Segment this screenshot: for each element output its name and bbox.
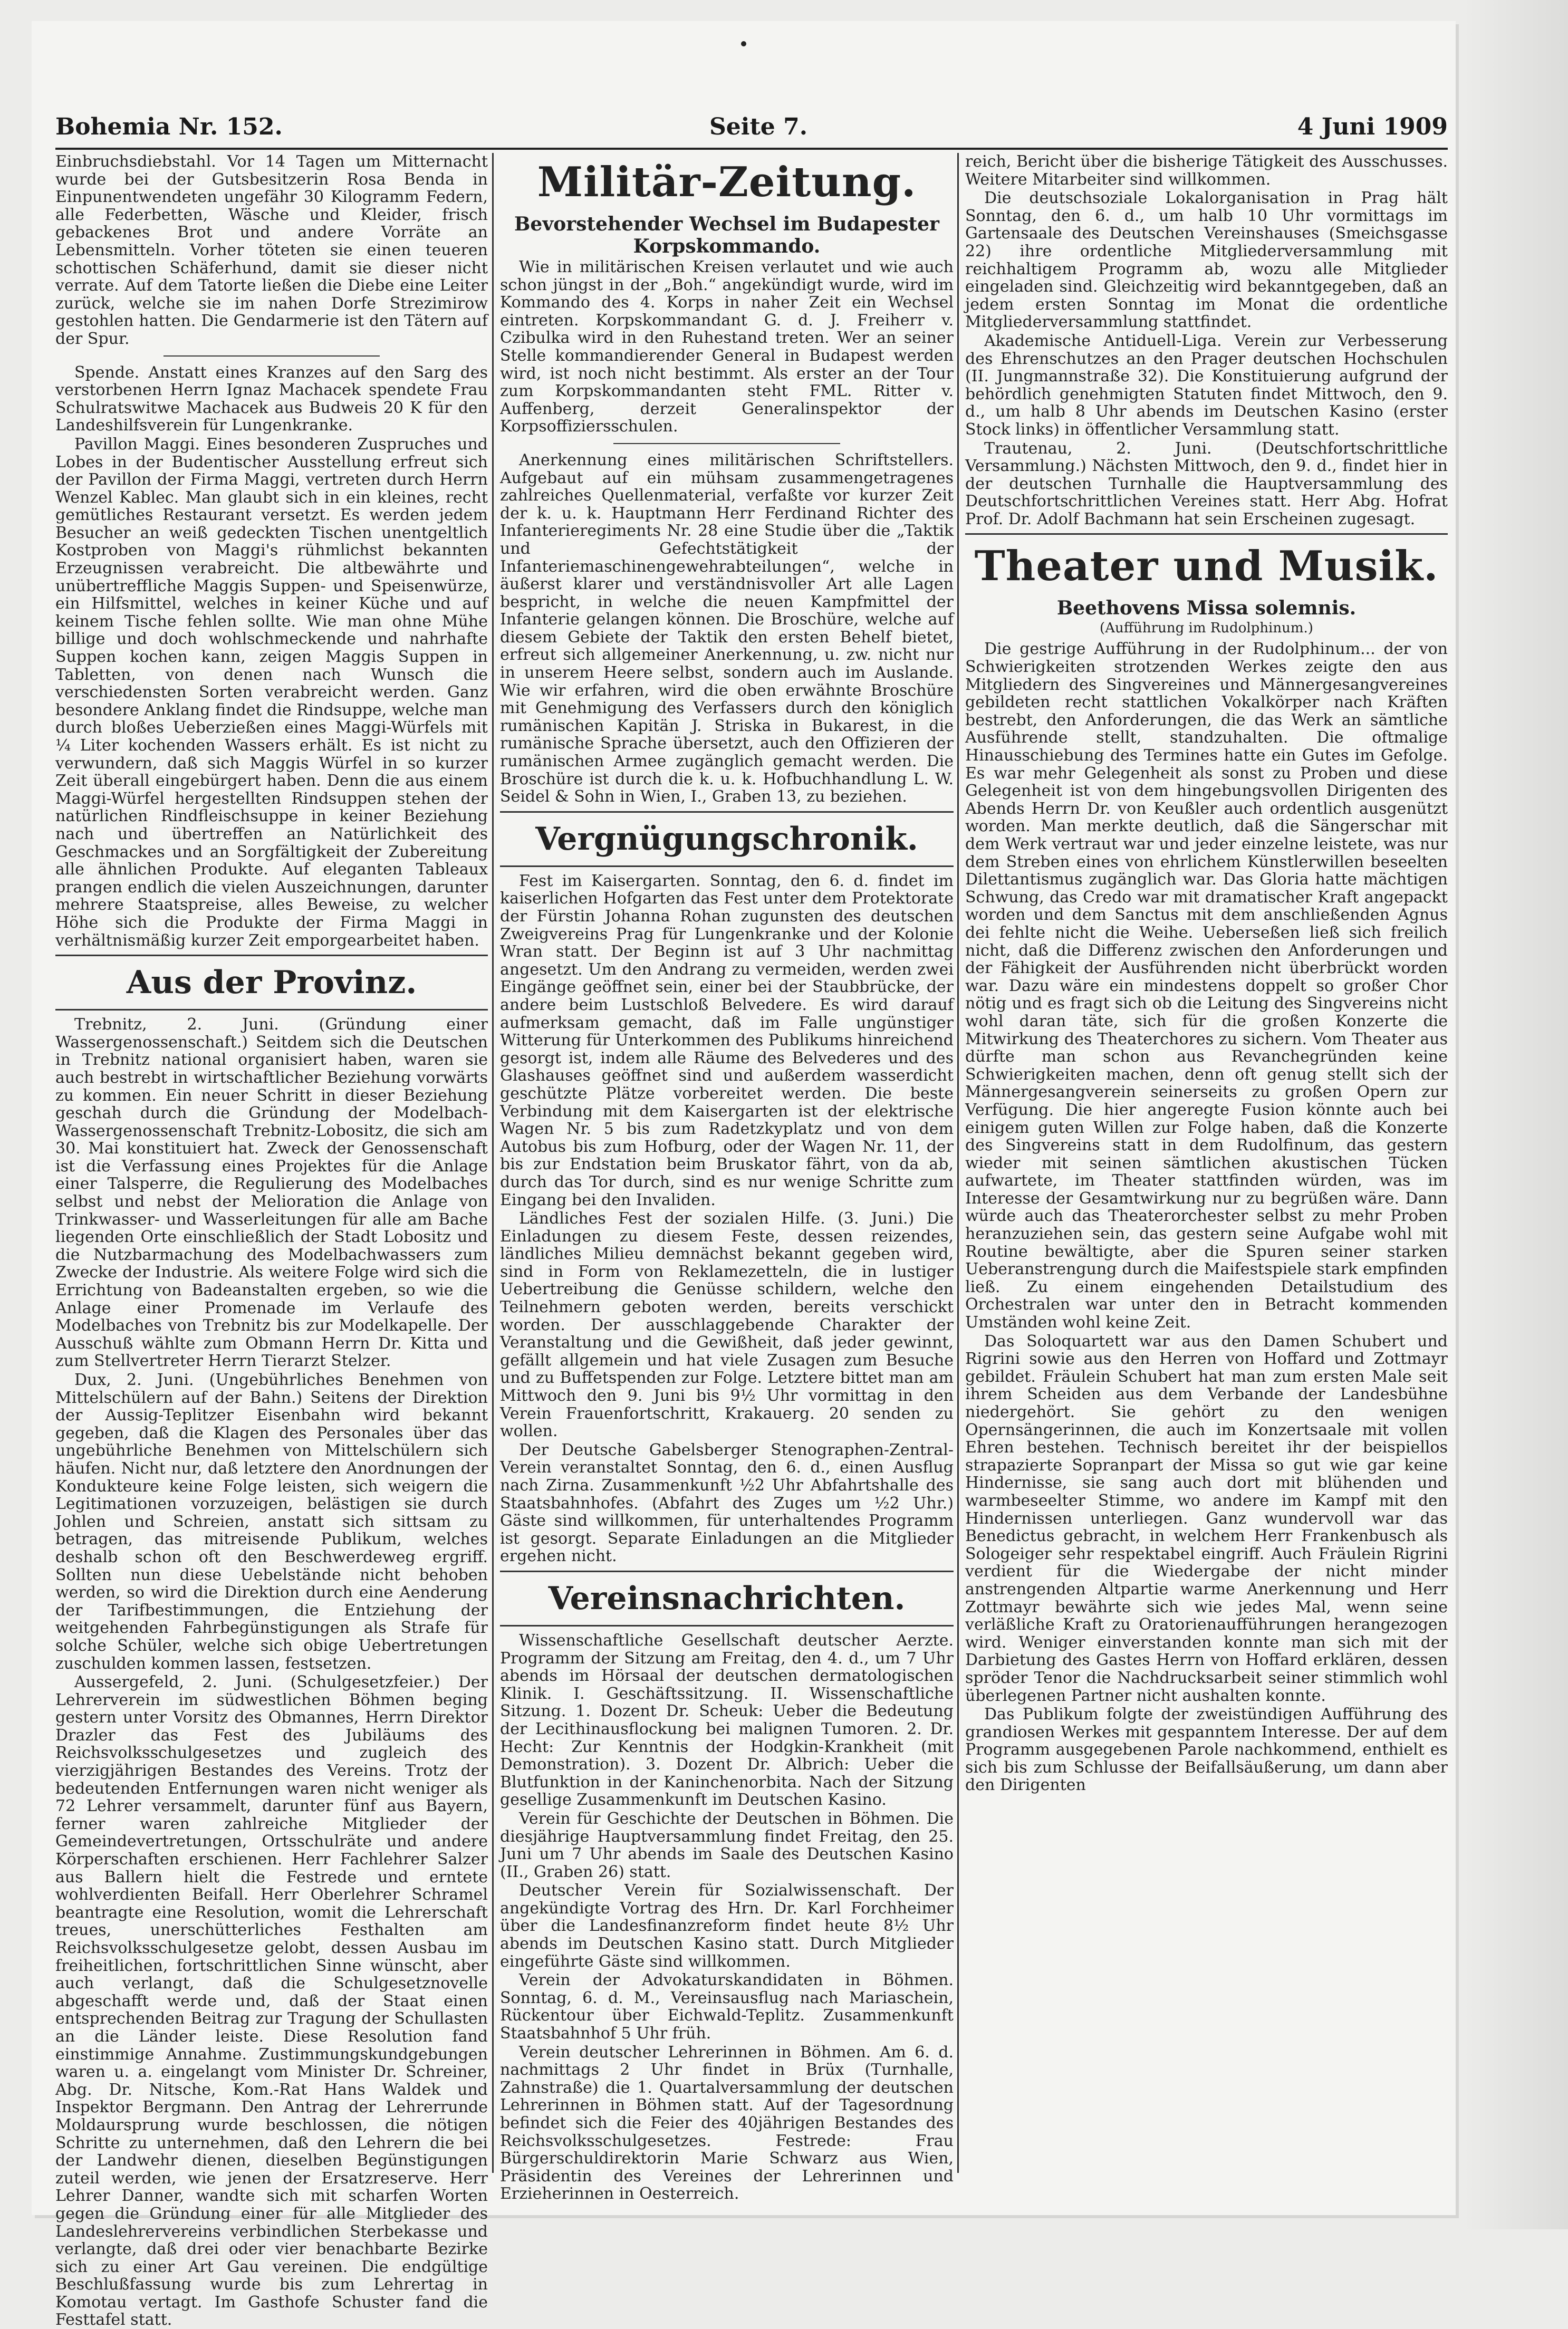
article-trebnitz: Trebnitz, 2. Juni. (Gründung einer Wassergenossenschaft.) Seitdem sich die Deutschen in Trebnitz national organisiert haben, waren sie auch bestrebt in wirtschaftlicher Beziehung vorwärts zu kommen. Ein neuer Schritt in dieser Beziehung geschah durch die Gründung der Modelbach-Wassergenossenschaft Trebnitz-Lobositz, die sich am 30. Mai konstituiert hat. Zweck der Genossenschaft ist die Verfassung eines Projektes für die Anlage einer Talsperre, die Regulierung des Modelbaches selbst und nebst der Melioration die Anlage von Trinkwasser- und Wasserleitungen für alle am Bache liegenden Orte einschließlich der Stadt Lobositz und die Nutzbarmachung des Modelbachwassers zum Zwecke der Industrie. Als weitere Folge wird sich die Errichtung von Badeanstalten ergeben, so wie die Anlage einer Promenade im Verlaufe des Modelbaches von Trebnitz bis zur Modelkapelle. Der Ausschuß wählte zum Obmann Herrn Dr. Kitta und zum Stellvertreter Herrn Tierarzt Stelzer. [55, 1015, 488, 1371]
section-rule [500, 811, 954, 813]
section-rule [55, 955, 488, 956]
article-advokatur: Verein der Advokaturskandidaten in Böhmen. Sonntag, 6. d. M., Vereinsausflug nach Mariaschein, Rückentour über Eichwald-Teplitz. Zusammenkunft Staatsbahnhof 5 Uhr früh. [500, 1971, 954, 2043]
divider [613, 443, 840, 444]
binding-hole [741, 41, 746, 46]
article-kaisergarten: Fest im Kaisergarten. Sonntag, den 6. d. findet im kaiserlichen Hofgarten das Fest unter dem Protektorate der Fürstin Johanna Rohan zugunsten des deutschen Zweigvereins Prag für Lungenkranke und der Kolonie Wran statt. Der Beginn ist auf 3 Uhr nachmittag angesetzt. Um den Andrang zu vermeiden, werden zwei Eingänge geöffnet sein, einer bei der Staubbrücke, der andere beim Lustschloß Belvedere. Es wird darauf aufmerksam gemacht, daß im Falle ungünstiger Witterung für Unterkommen des Publikums hinreichend gesorgt ist, indem alle Räume des Belvederes und des Glashauses geöffnet sind und außerdem wasserdicht geschützte Plätze vorbereitet werden. Die beste Verbindung mit dem Kaisergarten ist der elektrische Wagen Nr. 5 bis zum Radetzkyplatz und von dem Autobus bis zum Hofburg, oder der Wagen Nr. 11, der bis zur Endstation beim Bruskator fährt, von da ab, durch das Tor durch, sind es nur wenige Schritte zum Eingang bei den Invaliden. [500, 871, 954, 1209]
section-heading-vereinsnachrichten: Vereinsnachrichten. [548, 1580, 906, 1617]
article-lehrerinnen: Verein deutscher Lehrerinnen in Böhmen. Am 6. d. nachmittags 2 Uhr findet in Brüx (Turnhalle, Zahnstraße) die 1. Quartalversammlung der deutschen Lehrerinnen in Böhmen statt. Auf der Tagesordnung befindet sich die Feier des 40jährigen Bestandes des Reichsvolksschulgesetzes. Festrede: Frau Bürgerschuldirektorin Marie Schwarz aus Wien, Präsidentin des Vereines der Lehrerinnen und Erzieherinnen in Oesterreich. [500, 2043, 954, 2203]
section-heading-provinz: Aus der Provinz. [126, 964, 417, 1002]
article-lokalorganisation: Die deutschsoziale Lokalorganisation in Prag hält Sonntag, den 6. d., um halb 10 Uhr vormittags im Gartensaale des Deutschen Vereinshauses (Smeichsgasse 22) ihre ordentliche Mitgliederversammlung mit reichhaltigem Programm ab, wozu alle Mitglieder eingeladen sind. Gleichzeitig wird bekanntgegeben, daß an jedem ersten Sonntag im Monat die ordentliche Mitgliederversammlung stattfindet. [965, 189, 1448, 332]
section-rule [500, 1625, 954, 1627]
article-antiduell-liga: Akademische Antiduell-Liga. Verein zur Verbesserung des Ehrenschutzes an den Prager deutschen Hochschulen (II. Jungmannstraße 32). Die Konstituierung aufgrund der behördlich genehmigten Statuten findet Mittwoch, den 9. d., um halb 8 Uhr abends im Deutschen Kasino (erster Stock links) in öffentlicher Versammlung statt. [965, 331, 1448, 439]
column-separator [957, 153, 959, 2173]
article-publikum: Das Publikum folgte der zweistündigen Aufführung des grandiosen Werkes mit gespanntem Interesse. Der auf dem Programm ausgegebenen Parole nachkommend, enthielt es sich bis zum Schlusse der Beifallsäußerung, um dann aber den Dirigenten [965, 1705, 1448, 1795]
article-heading-korpskommando: Bevorstehender Wechsel im Budapester Korpskommando. [514, 213, 939, 257]
masthead-issue: Bohemia Nr. 152. [55, 113, 283, 140]
article-geschichte: Verein für Geschichte der Deutschen in Böhmen. Die diesjährige Hauptversammlung findet Freitag, den 25. Juni um 7 Uhr abends im Saale des Deutschen Kasino (II., Graben 26) statt. [500, 1809, 954, 1881]
page-number: Seite 7. [709, 113, 808, 140]
article-trautenau: Trautenau, 2. Juni. (Deutschfortschrittliche Versammlung.) Nächsten Mittwoch, den 9. d., findet hier in der deutschen Turnhalle die Hauptversammlung des Deutschfortschrittlichen Vereines statt. Herr Abg. Hofrat Prof. Dr. Adolf Bachmann hat sein Erscheinen zugesagt. [965, 439, 1448, 528]
article-missa-review: Die gestrige Aufführung in der Rudolphinum... der von Schwierigkeiten strotzenden Werkes zeigte den aus Mitgliedern des Singvereines und Männergesangvereines gebildeten recht stattlichen Vokalkörper nach Kräften bestrebt, den Anforderungen, die das Werk an sämtliche Ausführende stellt, standzuhalten. Die oftmalige Hinausschiebung des Termines hatte ein Gutes im Gefolge. Es war mehr Gelegenheit als sonst zu Proben und diese Gelegenheit ist von dem hingebungsvollen Dirigenten des Abends Herrn Dr. von Keußler auch ordentlich ausgenützt worden. Man merkte deutlich, daß die Sängerschar mit dem Werk vertraut war und jeder einzelne leistete, was nur dem Streben eines von ehrlichem Künstlerwillen beseelten Dilettantismus zugänglich war. Das Gloria hatte mächtigen Schwung, das Credo war mit dramatischer Kraft angepackt worden und dem Sanctus mit dem anschließenden Agnus dei fehlte nicht die Weihe. Ueberseßen ließ sich freilich nicht, daß die Differenz zwischen den Anforderungen und der Fähigkeit der Ausführenden nicht überbrückt worden war. Dazu wäre ein mindestens doppelt so großer Chor nötig und es fragt sich ob die Leitung des Singvereins nicht wohl daran täte, sich für die großen Konzerte die Mitwirkung des Theaterchores zu sichern. Vom Theater aus dürfte man schon aus Revanchegründen keine Schwierigkeiten machen, denn oft genug stellt sich der Männergesangverein seinerseits zu großen Opern zur Verfügung. Die hier angeregte Fusion könnte auch bei einigem guten Willen zur Folge haben, daß die Konzerte des Singvereins statt in dem Rudolfinum, das gestern wieder mit seinen sämtlichen akustischen Tücken aufwartete, im Theater stattfinden würden, was im Interesse der Gesamtwirkung nur zu begrüßen wäre. Dann würde auch das Theaterorchester selbst zu mehr Proben heranzuziehen sein, das gestern seine Aufgabe wohl mit Routine bewältigte, aber die Spuren seiner starken Ueberanstrengung durch die Maifestspiele stark empfinden ließ. Zu einem eingehenden Detailstudium des Orchestralen war unter den in Betracht kommenden Umständen wohl keine Zeit. [965, 640, 1448, 1332]
page-edge-shadow [1463, 0, 1568, 2229]
column-3 [965, 153, 1448, 2173]
article-sozialwissenschaft: Deutscher Verein für Sozialwissenschaft. Der angekündigte Vortrag des Hrn. Dr. Karl Forchheimer über die Landesfinanzreform findet heute 8½ Uhr abends im Deutschen Kasino statt. Durch Mitglieder eingeführte Gäste sind willkommen. [500, 1881, 954, 1971]
article-laendliches-fest: Ländliches Fest der sozialen Hilfe. (3. Juni.) Die Einladungen zu diesem Feste, dessen reizendes, ländliches Milieu demnächst bekannt gegeben wird, sind in Form von Reklamezetteln, die in lustiger Uebertreibung die Genüsse schildern, welche den Teilnehmern geboten werden, bereits verschickt worden. Der ausschlaggebende Charakter der Veranstaltung und die Gewißheit, daß jeder gewinnt, gefällt allgemein und hat viele Zusagen zum Besuche und zu Buffetspenden zur Folge. Letztere bittet man am Mittwoch den 9. Juni bis 9½ Uhr vormittag in den Verein Frauenfortschritt, Krakauerg. 20 senden zu wollen. [500, 1209, 954, 1441]
section-heading-militaer: Militär-Zeitung. [537, 158, 917, 206]
article-aussergefeld: Aussergefeld, 2. Juni. (Schulgesetzfeier.) Der Lehrerverein im südwestlichen Böhmen beging gestern unter Vorsitz des Obmannes, Herrn Direktor Drazler das Fest des Jubiläums des Reichsvolksschulgesetzes und zugleich des vierzigjährigen Bestandes des Vereins. Trotz der bedeutenden Entfernungen waren nicht weniger als 72 Lehrer versammelt, darunter fünf aus Bayern, ferner waren zahlreiche Mitglieder der Gemeindevertretungen, Ortsschulräte und andere Körperschaften erschienen. Herr Fachlehrer Salzer aus Ballern hielt die Festrede und erntete wohlverdienten Beifall. Herr Oberlehrer Schramel beantragte eine Resolution, womit die Lehrerschaft treues, unerschütterliches Festhalten am Reichsvolksschulgesetze gelobt, dessen Ausbau im freiheitlichen, fortschrittlichen Sinne wünscht, aber auch verlangt, daß die Schulgesetznovelle abgeschafft werde und, daß der Staat einen entsprechenden Beitrag zur Tragung der Schullasten an die Länder leiste. Diese Resolution fand einstimmige Annahme. Zustimmungskundgebungen waren u. a. eingelangt vom Minister Dr. Schreiner, Abg. Dr. Nitsche, Kom.-Rat Hans Waldek und Inspektor Bergmann. Den Antrag der Lehrerrunde Moldaursprung wurde beschlossen, die nötigen Schritte zu unternehmen, daß den Lehrern die bei der Landwehr dienen, dieselben Begünstigungen zuteil werden, wie jenen der Ersatzreserve. Herr Lehrer Danner, wandte sich mit scharfen Worten gegen die Gründung einer für alle Mitglieder des Landeslehrervereins verbindlichen Sterbekasse und verlangte, daß drei oder vier benachbarte Bezirke sich zu einer Art Gau vereinen. Die endgültige Beschlußfassung wurde bis zum Lehrertag in Komotau vertagt. Im Gasthofe Schuster fand die Festtafel statt. [55, 1673, 488, 2329]
article-soloquartett: Das Soloquartett war aus den Damen Schubert und Rigrini sowie aus den Herren von Hoffard und Zottmayr gebildet. Fräulein Schubert hat man zum ersten Male seit ihrem Scheiden aus dem Verbande der Landesbühne niedergehört. Sie gehört zu den wenigen Opernsängerinnen, die auch im Konzertsaale mit vollen Ehren bestehen. Technisch bereitet ihr der beispiellos strapazierte Sopranpart der Missa so gut wie gar keine Hindernisse, sie sang auch dort mit blühenden und warmbeseelter Stimme, wo andere im Kampf mit den Hindernissen unterliegen. Ganz wundervoll war das Benedictus gebracht, in welchem Herr Frankenbusch als Sologeiger sehr respektabel eingriff. Auch Fräulein Rigrini verdient für die Wiedergabe der nicht minder anstrengenden Altpartie warme Anerkennung und Herr Zottmayr bewährte sich wie jedes Mal, wenn seine verläßliche Kraft zu Oratorienaufführungen herangezogen wird. Weniger einverstanden konnte man sich mit der Darbietung des Gastes Herrn von Hoffard erklären, dessen spröder Tenor die Nachdrucksarbeit seiner stimmlich wohl überlegenen Partner nicht aushalten konnte. [965, 1332, 1448, 1705]
article-continued: reich, Bericht über die bisherige Tätigkeit des Ausschusses. Weitere Mitarbeiter sind willkommen. [965, 152, 1448, 189]
article-einbruchsdiebstahl: Einbruchsdiebstahl. Vor 14 Tagen um Mitternacht wurde bei der Gutsbesitzerin Rosa Benda in Einpunentwendeten ungefähr 30 Kilogramm Federn, alle Federbetten, Wäsche und Kleider, frisch gebackenes Brot und andere Vorräte an Lebensmitteln. Vorher töteten sie einen teueren schottischen Schäferhund, damit sie dieser nicht verrate. Auf dem Tatorte ließen die Diebe eine Leiter zurück, welche sie im nahen Dorfe Strezimirow gestohlen hatten. Die Gendarmerie ist den Tätern auf der Spur. [55, 152, 488, 348]
article-aerzte: Wissenschaftliche Gesellschaft deutscher Aerzte. Programm der Sitzung am Freitag, den 4. d., um 7 Uhr abends im Hörsaal der deutschen dermatologischen Klinik. I. Geschäftssitzung. II. Wissenschaftliche Sitzung. 1. Dozent Dr. Scheuk: Ueber die Bedeutung der Lecithinausflockung bei malignen Tumoren. 2. Dr. Hecht: Zur Kenntnis der Hodgkin-Krankheit (mit Demonstration). 3. Dozent Dr. Albrich: Ueber die Blutfunktion in der Kaninchenorbita. Nach der Sitzung gesellige Zusammenkunft im Deutschen Kasino. [500, 1631, 954, 1810]
column-2 [500, 153, 954, 2203]
article-spende: Spende. Anstatt eines Kranzes auf den Sarg des verstorbenen Herrn Ignaz Machacek spendete Frau Schulratswitwe Machacek aus Budweis 20 K für den Landeshilfsverein für Lungenkranke. [55, 363, 488, 435]
section-rule [55, 1009, 488, 1010]
article-gabelsberger: Der Deutsche Gabelsberger Stenographen-Zentral-Verein veranstaltet Sonntag, den 6. d., einen Ausflug nach Zirna. Zusammenkunft ½2 Uhr Abfahrtshalle des Staatsbahnhofes. (Abfahrt des Zuges um ½2 Uhr.) Gäste sind willkommen, für unterhaltendes Programm ist gesorgt. Separate Einladungen an die Mitglieder ergehen nicht. [500, 1440, 954, 1566]
section-rule [965, 533, 1448, 535]
page-header [55, 113, 1448, 145]
section-rule [500, 1571, 954, 1572]
article-heading-missa: Beethovens Missa solemnis. [1056, 597, 1357, 620]
section-rule [500, 865, 954, 867]
section-heading-vergnuegung: Vergnügungschronik. [535, 820, 918, 858]
article-dux: Dux, 2. Juni. (Ungebührliches Benehmen von Mittelschülern auf der Bahn.) Seitens der Direktion der Aussig-Teplitzer Eisenbahn wird bekannt gegeben, daß die Klagen des Personales über das ungebührliche Benehmen von Mittelschülern sich häufen. Nicht nur, daß letztere den Anordnungen der Kondukteure keine Folge leisten, sich weigern die Legitimationen vorzuzeigen, belästigen sie durch Johlen und Schreien, anstatt sich sittsam zu betragen, das mitreisende Publikum, welches deshalb schon oft den Beschwerdeweg ergriff. Sollten nun diese Uebelstände nicht behoben werden, so wird die Direktion durch eine Aenderung der Tarifbestimmungen, die Entziehung der weitgehenden Fahrbegünstigungen als Strafe für solche Schüler, welche sich obige Uebertretungen zuschulden kommen lassen, festsetzen. [55, 1371, 488, 1673]
divider [163, 355, 380, 357]
article-pavillon-maggi: Pavillon Maggi. Eines besonderen Zuspruches und Lobes in der Budentischer Ausstellung erfreut sich der Pavillon der Firma Maggi, vertreten durch Herrn Wenzel Kablec. Man glaubt sich in ein kleines, recht gemütliches Restaurant versetzt. Es werden jedem Besucher an weiß gedeckten Tischen unentgeltlich Kostproben von Maggi's rühmlichst bekannten Erzeugnissen verabreicht. Die altbewährte und unübertreffliche Maggis Suppen- und Speisenwürze, ein Hilfsmittel, welches in keiner Küche und auf keinem Tische fehlen sollte. Wie man ohne Mühe billige und doch wohlschmeckende und nahrhafte Suppen kochen kann, zeigen Maggis Suppen in Tabletten, von denen nach Wunsch die verschiedensten Sorten verabreicht werden. Ganz besondere Anklang findet die Rindsuppe, welche man durch bloßes Ueberzießen eines Maggi-Würfels mit ¼ Liter kochenden Wassers erhält. Es ist nicht zu verwundern, daß sich Maggis Würfel in so kurzer Zeit überall eingebürgert haben. Denn die aus einem Maggi-Würfel hergestellten Rindsuppen stehen der natürlichen Rindfleischsuppe in keiner Beziehung nach und übertreffen an Natürlichkeit des Geschmackes und an Sorgfältigkeit der Zubereitung alle ähnlichen Produkte. Auf eleganten Tableaux prangen endlich die vielen Auszeichnungen, darunter mehrere Staatspreise, alles Beweise, zu welcher Höhe sich die Produkte der Firma Maggi in verhältnismäßig kurzer Zeit emporgearbeitet haben. [55, 435, 488, 950]
column-separator [492, 153, 494, 2173]
article-subheading-note: (Aufführung im Rudolphinum.) [1100, 620, 1313, 637]
column-1 [55, 152, 488, 2329]
issue-date: 4 Juni 1909 [1297, 113, 1448, 140]
article-schriftsteller: Anerkennung eines militärischen Schriftstellers. Aufgebaut auf ein mühsam zusammengetragenes zahlreiches Quellenmaterial, verfaßte vor kurzer Zeit der k. u. k. Hauptmann Herr Ferdinand Richter des Infanterieregiments Nr. 28 eine Studie über die „Taktik und Gefechtstätigkeit der Infanteriemaschinengewehrabteilungen“, welche in äußerst klarer und verständnisvoller Art alle Lagen bespricht, in welche die neuen Kampfmittel der Infanterie gelangen können. Die Broschüre, welche auf diesem Gebiete der Taktik den ersten Behelf bietet, erfreut sich allgemeiner Anerkennung, u. zw. nicht nur in unserem Heere selbst, sondern auch im Auslande. Wie wir erfahren, wird die oben erwähnte Broschüre mit Genehmigung des Verfassers durch den königlich rumänischen Kapitän J. Striska in Bukarest, in die rumänische Sprache übersetzt, auch den Offizieren der rumänischen Armee zugänglich gemacht werden. Die Broschüre ist durch die k. u. k. Hofbuchhandlung L. W. Seidel & Sohn in Wien, I., Graben 13, zu beziehen. [500, 450, 954, 806]
article-korpskommando: Wie in militärischen Kreisen verlautet und wie auch schon jüngst in der „Boh.“ angekündigt wurde, wird im Kommando des 4. Korps in naher Zeit ein Wechsel eintreten. Korpskommandant G. d. J. Freiherr v. Czibulka wird in den Ruhestand treten. Wer an seiner Stelle kommandierender General in Budapest werden wird, ist noch nicht bestimmt. Als erster an der Tour zum Korpskommandanten steht FML. Ritter v. Auffenberg, derzeit Generalinspektor der Korpsoffiziersschulen. [500, 258, 954, 436]
section-heading-theater: Theater und Musik. [974, 542, 1439, 591]
header-rule [55, 148, 1448, 150]
